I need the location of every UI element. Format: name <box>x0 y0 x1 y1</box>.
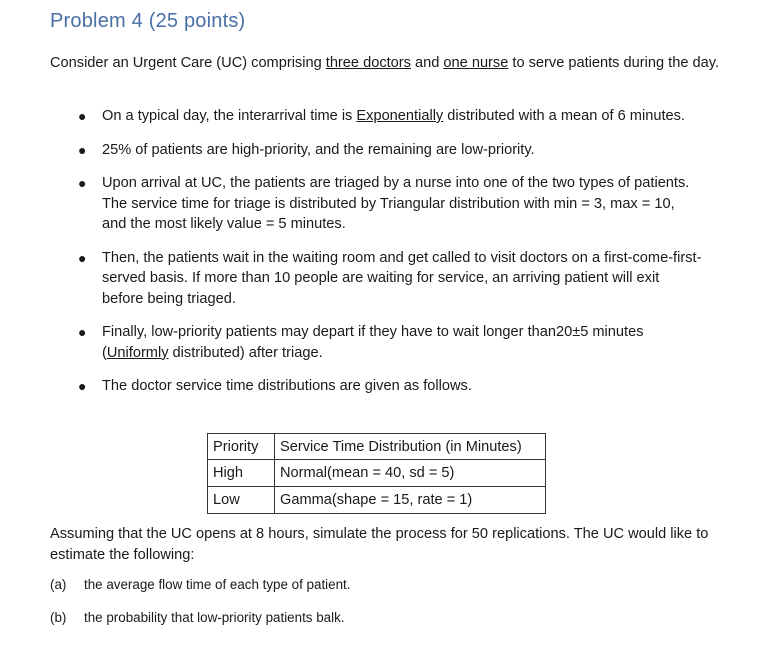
part-label: (a) <box>50 577 67 592</box>
closing-paragraph: Assuming that the UC opens at 8 hours, simulate the process for 50 replications. The UC would like to estimate the following: <box>50 526 709 563</box>
bullet-icon: ● <box>78 175 87 191</box>
part-text: the probability that low-priority patients balk. <box>84 610 345 625</box>
question-part-b <box>50 610 730 630</box>
list-item <box>50 322 702 363</box>
bullet-text: Upon arrival at UC, the patients are triaged by a nurse into one of the two types of patients. The service time for triage is distributed by Triangular distribution with min = 3, max = 10, and the most likely value = 5 minutes. <box>102 175 690 232</box>
bullet-text: 25% of patients are high-priority, and the remaining are low-priority. <box>102 141 535 158</box>
table-row <box>208 460 546 487</box>
bullet-icon: ● <box>78 324 87 340</box>
bullet-underlined-term: Uniformly <box>106 344 169 361</box>
list-item <box>50 376 702 397</box>
assumption-list <box>50 106 730 397</box>
bullet-icon: ● <box>78 108 87 124</box>
table-header-row <box>208 434 546 460</box>
intro-text-1: Consider an Urgent Care (UC) comprising <box>50 55 326 71</box>
table-cell-priority: High <box>208 460 275 487</box>
part-text: the average flow time of each type of patient. <box>84 577 351 592</box>
intro-text-2: and <box>410 55 444 71</box>
problem-title: Problem 4 (25 points) <box>50 10 246 32</box>
bullet-icon: ● <box>78 378 87 394</box>
table-header-priority: Priority <box>208 434 275 460</box>
bullet-underlined-term: Exponentially <box>356 108 444 124</box>
bullet-text: Then, the patients wait in the waiting room and get called to visit doctors on a first-come-first-served basis. If more than 10 people are waiting for service, an arriving patient will exit before being triaged. <box>102 249 702 307</box>
bullet-text: distributed) after triage. <box>168 344 323 361</box>
table-header-distribution: Service Time Distribution (in Minutes) <box>275 434 546 460</box>
intro-nurse-underlined: one nurse <box>443 55 509 71</box>
bullet-text: On a typical day, the interarrival time is <box>102 108 357 124</box>
list-item <box>50 106 702 127</box>
bullet-text: Finally, low-priority patients may depart if they have to wait longer than20±5 minutes ( <box>102 324 644 361</box>
table-cell-distribution: Normal(mean = 40, sd = 5) <box>275 460 546 487</box>
bullet-icon: ● <box>78 249 87 266</box>
service-time-table <box>207 433 546 514</box>
table-row <box>208 487 546 514</box>
part-label: (b) <box>50 610 67 625</box>
question-parts <box>50 577 730 643</box>
table-cell-priority: Low <box>208 487 275 514</box>
table-cell-distribution: Gamma(shape = 15, rate = 1) <box>275 487 546 514</box>
list-item <box>50 248 702 310</box>
bullet-text: distributed with a mean of 6 minutes. <box>443 108 685 124</box>
bullet-text: The doctor service time distributions are given as follows. <box>102 378 472 394</box>
intro-doctors-underlined: three doctors <box>325 55 411 71</box>
intro-paragraph <box>50 53 730 74</box>
list-item <box>50 173 702 235</box>
intro-text-3: to serve patients during the day. <box>508 55 719 71</box>
list-item <box>50 140 702 161</box>
question-part-a <box>50 577 730 597</box>
bullet-icon: ● <box>78 141 87 158</box>
